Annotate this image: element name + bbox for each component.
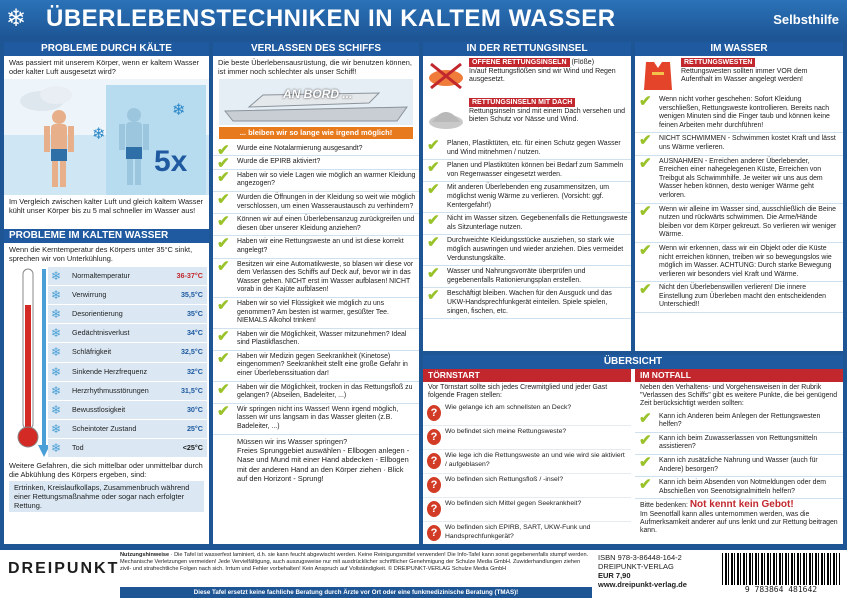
- checklist-item: [635, 477, 843, 499]
- temperature-row: [48, 324, 207, 343]
- trip-start-questions: [423, 402, 631, 544]
- covered-raft-icon: [427, 100, 465, 130]
- checklist-text: Wurde eine Notalarmierung ausgesandt?: [237, 144, 363, 152]
- hypothermia-intro: Wenn die Kerntemperatur des Körpers unter 35°C sinkt, sprechen wir von Unterkühlung.: [9, 244, 193, 263]
- thermometer-icon: [6, 265, 50, 459]
- question-mark-icon: ?: [427, 477, 441, 493]
- checkmark-icon: ✔: [217, 402, 230, 420]
- trip-start-panel: [423, 369, 631, 544]
- question-mark-icon: ?: [427, 429, 441, 445]
- checklist-item: [423, 160, 631, 182]
- checklist-text: Haben wir eine Rettungsweste an und ist diese korrekt angelegt?: [237, 238, 404, 254]
- temperature-label: Tod: [72, 443, 84, 453]
- isbn: ISBN 978-3-86448-164-2: [598, 553, 682, 562]
- temperature-scale: [4, 265, 209, 459]
- temperature-row: [48, 420, 207, 439]
- temperature-value: 35,5°C: [180, 289, 203, 299]
- temperature-value: 36-37°C: [176, 270, 203, 280]
- lifejacket-block: [635, 56, 843, 94]
- temperature-row: [48, 305, 207, 324]
- checklist-text: Beschäftigt bleiben. Wachen für den Ausguck und das UKW-Handsprechfunkgerät einteilen. Spiele spielen, singen, fischen, etc.: [447, 290, 612, 315]
- checkmark-icon: ✔: [427, 212, 440, 230]
- usage-hints: [120, 552, 592, 573]
- column-problems: [4, 42, 209, 544]
- checkmark-icon: ✔: [217, 380, 230, 398]
- svg-text:❄: ❄: [172, 101, 186, 119]
- barcode-number: 9 783864 481642: [744, 585, 818, 594]
- checklist-item: [213, 404, 419, 435]
- temperature-value: 31,5°C: [180, 385, 203, 395]
- checkmark-icon: ✔: [217, 190, 230, 208]
- publisher: DREIPUNKT-VERLAG: [598, 562, 674, 571]
- checklist-item: [635, 433, 843, 455]
- checkmark-icon: ✔: [639, 476, 652, 494]
- disclaimer: Diese Tafel ersetzt keine fachliche Beratung durch Ärzte vor Ort oder eine funkmedizinische Beratung (TMAS)!: [120, 587, 592, 598]
- section-bar-in-water: IM WASSER: [635, 42, 843, 56]
- checklist-item: [213, 214, 419, 236]
- question-mark-icon: ?: [427, 501, 441, 517]
- checkmark-icon: ✔: [217, 327, 230, 345]
- snowflake-icon: ❄: [51, 326, 62, 341]
- barcode-bars: [722, 553, 840, 585]
- checklist-item: [423, 266, 631, 288]
- snowflake-icon: ❄: [51, 402, 62, 417]
- checklist-text: Wenn nicht vorher geschehen: Sofort Kleidung verschließen, Rettungsweste kontrollieren. Bereits nach wenigen Minuten sind die Finger taub und können keine feinen Arbeiten mehr durchführen!: [659, 96, 830, 129]
- checkmark-icon: ✔: [639, 202, 652, 220]
- temperature-row: [48, 382, 207, 401]
- checkmark-icon: ✔: [427, 287, 440, 305]
- checklist-text: Wurde die EPIRB aktiviert?: [237, 158, 321, 166]
- checklist-item: [213, 155, 419, 173]
- emergency-intro: Neben den Verhaltens- und Vorgehensweisen in der Rubrik "Verlassen des Schiffs" gibt es weitere Punkte, die bei genügend Zeit berücksichtigt werden sollten:: [640, 384, 838, 408]
- header: [0, 0, 847, 38]
- section-bar-water-problems: PROBLEME IM KALTEN WASSER: [4, 229, 209, 243]
- checklist-text: Haben wir so viel Flüssigkeit wie möglich zu uns genommen? Am besten ist warmer, gesüßter Tee. NIEMALS Alkohol trinken!: [237, 299, 389, 325]
- temperature-value: 25°C: [186, 424, 203, 434]
- temperature-label: Sinkende Herzfrequenz: [72, 366, 148, 376]
- lifejacket-text: Rettungswesten sollten immer VOR dem Aufenthalt im Wasser angelegt werden!: [681, 67, 808, 84]
- ship-illustration: [219, 79, 413, 125]
- temperature-value: 32°C: [186, 366, 203, 376]
- temperature-value: <25°C: [182, 443, 203, 453]
- checkmark-icon: ✔: [639, 154, 652, 172]
- checkmark-icon: ✔: [639, 132, 652, 150]
- temperature-row: [48, 343, 207, 362]
- checklist-text: Haben wir die Möglichkeit, trocken in das Rettungsfloß zu gelangen? (Abseilen, Badeleiter, ...): [237, 383, 413, 400]
- question-mark-icon: ?: [427, 525, 441, 541]
- question-mark-icon: ?: [427, 453, 441, 469]
- open-raft-block: [423, 56, 631, 96]
- checkmark-icon: ✔: [427, 159, 440, 177]
- trip-start-label: TÖRNSTART: [423, 369, 631, 382]
- checklist-item: [213, 351, 419, 382]
- liferaft-checklist: [423, 138, 631, 319]
- abandon-checklist: [213, 143, 419, 435]
- checklist-text: Wurden die Öffnungen in der Kleidung so weit wie möglich verschlossen, um einen Wasseraustausch zu verhindern?: [237, 193, 416, 210]
- emergency-checklist: [635, 411, 843, 500]
- note-text: Im Seenotfall kann alles unternommen werden, was die Aufmerksamkeit anderer auf uns lenkt und zur Rettung beitragen kann.: [640, 510, 838, 534]
- checklist-text: AUSNAHMEN - Erreichen anderer Überlebender, Erreichen einer nahegelegenen Küste, Erreichen von Treibgut als Schwimmhilfe. Je weiter wir uns aus dem Wasser heben können, desto weniger Wärme geht verloren.: [659, 157, 823, 199]
- temperature-label: Normaltemperatur: [72, 270, 130, 280]
- checklist-item: [635, 156, 843, 204]
- snowflake-icon: ❄: [51, 268, 62, 283]
- price: EUR 7,90: [598, 571, 631, 580]
- body-illustration: [4, 79, 209, 195]
- question-text: Wie lege ich die Rettungsweste an und wie wird sie aktiviert / aufgeblasen?: [445, 452, 625, 468]
- checklist-text: Wenn wir erkennen, dass wir ein Objekt oder die Küste nicht erreichen können, treiben wir so bewegungslos wie möglich im Wasser. ACHTUNG: Durch starke Bewegung verlieren wir besonders viel Kraft und Wärme.: [659, 244, 832, 278]
- website-link[interactable]: www.dreipunkt-verlag.de: [598, 580, 687, 589]
- snowflake-icon: ❄: [51, 383, 62, 398]
- snowflake-icon: ❄: [51, 345, 62, 360]
- checkmark-icon: ✔: [427, 234, 440, 252]
- checkmark-icon: ✔: [639, 431, 652, 449]
- question-mark-icon: ?: [427, 405, 441, 421]
- section-bar-overview: ÜBERSICHT: [423, 355, 843, 369]
- checkmark-icon: ✔: [217, 257, 230, 275]
- checklist-text: Wasser und Nahrungsvorräte überprüfen und gegebenenfalls Rationierungsplan erstellen.: [447, 268, 586, 284]
- snowflake-icon: ❄: [51, 364, 62, 379]
- checklist-item: [635, 282, 843, 313]
- checklist-text: Planen und Plastiktüten können bei Bedarf zum Sammeln von Regenwasser eingesetzt werden.: [447, 162, 624, 178]
- question-item: [423, 474, 631, 498]
- usage-hints-text: · Die Tafel ist wasserfest laminiert, d.h. sie kann feucht abgewischt werden. Keine Reinigungsmittel verwenden! Die Info-Tafel kann sonst gegebenenfalls stumpf werden. Mechanische Verletzungen vermeiden! Jede Vervielfältigung, auch auszugsweise nur mit ausdrücklicher schriftlicher Genehmigung der Schulze Media GmbH. Zuwiderhandlungen ziehen zivil- und strafrechtliche Folgen nach sich. Irrtum und Fehler vorbehalten! Kein Anspruch auf Vollständigkeit. © DREIPUNKT-VERLAG Schulze Media GmbH: [120, 552, 589, 572]
- checklist-item: [635, 94, 843, 133]
- question-text: Wie gelange ich am schnellsten an Deck?: [445, 404, 572, 412]
- checklist-item: [213, 143, 419, 157]
- checklist-text: Kann ich beim Absenden von Notmeldungen oder dem Abschießen von Seenotsignalmitteln helfen?: [659, 479, 827, 495]
- times-five-label: 5x: [154, 144, 188, 178]
- temperature-value: 35°C: [186, 308, 203, 318]
- checklist-item: [423, 288, 631, 319]
- on-board-label: AN BORD ...: [283, 86, 353, 101]
- snowflake-icon: ❄: [6, 5, 27, 32]
- checklist-item: [423, 235, 631, 266]
- emergency-panel: [635, 369, 843, 544]
- temperature-label: Bewusstlosigkeit: [72, 404, 126, 414]
- checklist-text: Nicht im Wasser sitzen. Gegebenenfalls die Rettungsweste als Sitzunterlage nutzen.: [447, 215, 628, 231]
- roof-raft-label: RETTUNGSINSELN MIT DACH: [469, 98, 575, 107]
- snowflake-icon: ❄: [51, 441, 62, 456]
- checklist-text: Wenn wir alleine im Wasser sind, ausschließlich die Beine nutzen und rückwärts schwimmen. Die Arme/Hände bleiben vor dem Körper gekreuzt. So verlieren wir weniger Wärme.: [659, 205, 837, 239]
- temperature-label: Verwirrung: [72, 289, 107, 299]
- note-prefix: Bitte bedenken:: [640, 502, 688, 510]
- checkmark-icon: ✔: [427, 265, 440, 283]
- checkmark-icon: ✔: [217, 141, 230, 159]
- more-dangers-box: Ertrinken, Kreislaufkollaps, Zusammenbruch während einer Rettungsmaßnahme oder sogar nach erfolgter Rettung.: [9, 481, 204, 513]
- checkmark-icon: ✔: [217, 349, 230, 367]
- checklist-item: [213, 298, 419, 329]
- column-abandon-ship: [213, 42, 419, 544]
- roof-raft-text: Rettungsinseln sind mit einem Dach versehen und bieten Schutz vor Nässe und Wind.: [469, 107, 626, 124]
- checklist-item: [213, 259, 419, 298]
- jump-text: Freies Sprunggebiet auswählen - Ellbogen anlegen - Nase und Mund mit einer Hand abdecken - Ellbogen mit der anderen Hand an den Körper ziehen · Blick auf den Horizont - Sprung!: [237, 445, 410, 483]
- checklist-text: Durchweichte Kleidungsstücke ausziehen, so stark wie möglich auswringen und wieder anziehen. Dies vermeidet Verdunstungskälte.: [447, 237, 624, 262]
- checklist-text: Können wir auf einen Überlebensanzug zurückgreifen und diesen über unserer Kleidung anziehen?: [237, 216, 415, 232]
- temperature-label: Herzrhythmusstörungen: [72, 385, 149, 395]
- checklist-text: Wir springen nicht ins Wasser! Wenn irgend möglich, lassen wir uns langsam in das Wasser gleiten (z.B. Badeleiter, ...): [237, 405, 399, 431]
- checklist-item: [213, 192, 419, 214]
- temperature-list: [48, 267, 207, 459]
- jump-section: [213, 435, 419, 485]
- checklist-item: [635, 133, 843, 155]
- stay-on-board-banner: ... bleiben wir so lange wie irgend möglich!: [219, 127, 413, 139]
- checkmark-icon: ✔: [217, 213, 230, 231]
- snowflake-icon: ❄: [51, 306, 62, 321]
- emergency-label: IM NOTFALL: [635, 369, 843, 382]
- in-water-checklist: [635, 94, 843, 313]
- temperature-value: 32,5°C: [180, 347, 203, 357]
- checklist-item: [213, 236, 419, 258]
- checklist-item: [423, 138, 631, 160]
- temperature-label: Schläfrigkeit: [72, 347, 112, 357]
- question-item: [423, 450, 631, 474]
- temperature-label: Desorientierung: [72, 308, 123, 318]
- temperature-value: 34°C: [186, 328, 203, 338]
- section-bar-abandon: VERLASSEN DES SCHIFFS: [213, 42, 419, 56]
- checklist-item: [213, 170, 419, 192]
- temperature-value: 30°C: [186, 404, 203, 414]
- question-text: Wo befinden sich Mittel gegen Seekrankheit?: [445, 500, 582, 508]
- checkmark-icon: ✔: [217, 296, 230, 314]
- checklist-text: Kann ich zusätzliche Nahrung und Wasser (auch für Andere) besorgen?: [659, 456, 818, 473]
- note-highlight: Not kennt kein Gebot!: [689, 499, 794, 511]
- checkmark-icon: ✔: [639, 281, 652, 299]
- question-item: [423, 498, 631, 522]
- temperature-label: Scheintoter Zustand: [72, 424, 137, 434]
- section-bar-liferaft: IN DER RETTUNGSINSEL: [423, 42, 631, 56]
- question-text: Wo befindet sich meine Rettungsweste?: [445, 428, 567, 436]
- barcode: [722, 553, 840, 597]
- checkmark-icon: ✔: [639, 93, 652, 110]
- checklist-item: [213, 329, 419, 351]
- checklist-text: Nicht den Überlebenswillen verlieren! Die innere Einstellung zum Überleben macht den entscheidenden Unterschied!!: [659, 284, 827, 309]
- roof-raft-block: [423, 96, 631, 138]
- temperature-label: Gedächtnisverlust: [72, 328, 130, 338]
- checklist-text: Mit anderen Überlebenden eng zusammensitzen, um möglichst wenig Wärme zu verlieren. (Vorsicht: ggf. Kentergefahr!): [447, 184, 610, 209]
- page-title: ÜBERLEBENSTECHNIKEN IN KALTEM WASSER: [46, 5, 616, 32]
- checkmark-icon: ✔: [427, 137, 440, 154]
- checklist-text: Haben wir die Möglichkeit, Wasser mitzunehmen? Ideal sind Plastikflaschen.: [237, 330, 407, 347]
- checkmark-icon: ✔: [427, 181, 440, 199]
- brand-logo: DREIPUNKT: [8, 560, 120, 577]
- question-item: [423, 522, 631, 544]
- checklist-text: NICHT SCHWIMMEN - Schwimmen kostet Kraft und lässt uns Wärme verlieren.: [659, 135, 836, 151]
- checklist-text: Besitzen wir eine Automatikweste, so blasen wir diese vor dem Verlassen des Schiffs auf Deck auf, bevor wir in das Wasser gehen. NICHT erst im Wasser aufblasen! NICHT vorab in der Kajüte aufblasen!: [237, 260, 414, 294]
- question-text: Wo befinden sich Rettungsfloß / -insel?: [445, 476, 564, 484]
- open-raft-label: OFFENE RETTUNGSINSELN: [469, 58, 570, 67]
- checkmark-icon: ✔: [217, 235, 230, 253]
- usage-hints-title: Nutzungshinweise: [120, 552, 170, 558]
- open-raft-text: In/auf Rettungsflößen sind wir Wind und Regen ausgesetzt.: [469, 67, 616, 84]
- svg-text:❄: ❄: [92, 125, 106, 143]
- snowflake-icon: ❄: [51, 287, 62, 302]
- jump-title: Müssen wir ins Wasser springen?: [237, 436, 348, 446]
- lifejacket-label: RETTUNGSWESTEN: [681, 58, 755, 67]
- more-dangers-intro: Weitere Gefahren, die sich mittelbar oder unmittelbar durch die Abkühlung des Körpers ergeben, sind:: [9, 460, 203, 479]
- checklist-text: Haben wir Medizin gegen Seekrankheit (Kinetose) eingenommen? Seekrankheit stellt eine große Gefahr in einer Überlebenssituation dar!: [237, 352, 408, 378]
- checkmark-icon: ✔: [217, 155, 230, 173]
- open-raft-extra: (Flöße): [571, 59, 595, 66]
- question-item: [423, 426, 631, 450]
- category-tag: Selbsthilfe: [773, 12, 839, 27]
- checklist-text: Kann ich beim Zuwasserlassen von Rettungsmitteln assistieren?: [659, 434, 818, 451]
- temperature-row: [48, 439, 207, 458]
- lifejacket-icon: [640, 58, 676, 92]
- temperature-row: [48, 363, 207, 382]
- checkmark-icon: ✔: [639, 453, 652, 471]
- temperature-row: [48, 267, 207, 286]
- checklist-item: [213, 382, 419, 404]
- temperature-row: [48, 401, 207, 420]
- checklist-item: [635, 243, 843, 282]
- cold-intro: Was passiert mit unserem Körper, wenn er kaltem Wasser oder kalter Luft ausgesetzt wird?: [9, 58, 200, 77]
- emergency-note: [635, 499, 843, 537]
- publication-info: [598, 553, 718, 589]
- air-water-comparison: Im Vergleich zwischen kalter Luft und gleich kaltem Wasser kühlt unser Körper bis zu 5 mal schneller im Wasser aus!: [9, 196, 204, 215]
- checklist-text: Kann ich Anderen beim Anlegen der Rettungswesten helfen?: [659, 412, 821, 429]
- checkmark-icon: ✔: [217, 168, 230, 186]
- checklist-item: [635, 411, 843, 433]
- checklist-text: Planen, Plastiktüten, etc. für einen Schutz gegen Wasser und Wind mitnehmen / nutzen.: [447, 140, 621, 156]
- checklist-text: Haben wir so viele Lagen wie möglich an warmer Kleidung angezogen?: [237, 171, 416, 188]
- checklist-item: [423, 213, 631, 235]
- open-raft-icon: [427, 60, 465, 90]
- trip-start-intro: Vor Törnstart sollte sich jedes Crewmitglied und jeder Gast folgende Fragen stellen:: [428, 384, 608, 400]
- checklist-item: [635, 455, 843, 477]
- temperature-row: [48, 286, 207, 305]
- abandon-intro: Die beste Überlebensausrüstung, die wir benutzen können, ist immer noch schlechter als unser Schiff!: [218, 58, 412, 77]
- checkmark-icon: ✔: [639, 409, 652, 427]
- column-liferaft: [423, 42, 631, 351]
- section-bar-cold: PROBLEME DURCH KÄLTE: [4, 42, 209, 56]
- column-in-water: [635, 42, 843, 351]
- content-area: [0, 38, 847, 548]
- checkmark-icon: ✔: [639, 241, 652, 259]
- snowflake-icon: ❄: [51, 422, 62, 437]
- section-overview: [423, 355, 843, 544]
- question-text: Wo befinden sich EPIRB, SART, UKW-Funk und Handsprechfunkgerät?: [445, 524, 591, 540]
- checklist-item: [423, 182, 631, 213]
- question-item: [423, 402, 631, 426]
- checklist-item: [635, 204, 843, 243]
- footer: [0, 548, 847, 599]
- ship-icon: [219, 79, 413, 125]
